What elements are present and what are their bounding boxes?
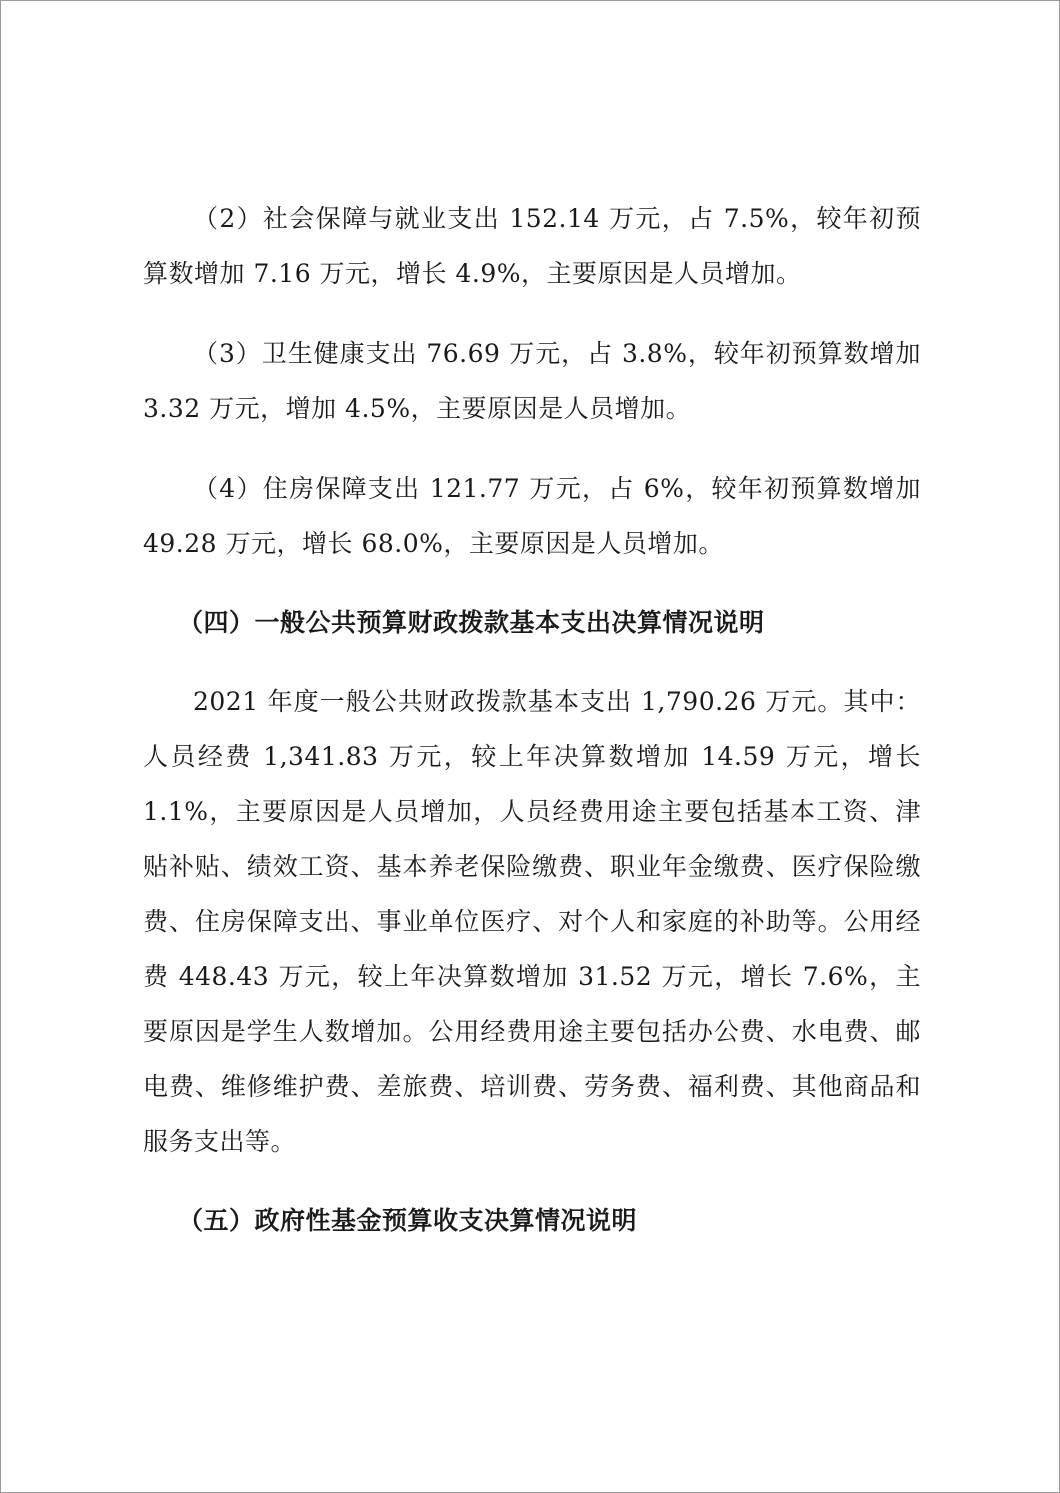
paragraph-housing: （4）住房保障支出 121.77 万元，占 6%，较年初预算数增加 49.28 万元，增长 68.0%，主要原因是人员增加。: [143, 474, 921, 558]
document-body: [143, 191, 921, 1248]
paragraph-basic-expenditure: 2021 年度一般公共财政拨款基本支出 1,790.26 万元。其中：人员经费 1,341.83 万元，较上年决算数增加 14.59 万元，增长 1.1%，主要原因是人员增加，人员经费用途主要包括基本工资、津贴补贴、绩效工资、基本养老保险缴费、职业年金缴费、医疗保险缴费、住房保障支出、事业单位医疗、对个人和家庭的补助等。公用经费 448.43 万元，较上年决算数增加 31.52 万元，增长 7.6%，主要原因是学生人数增加。公用经费用途主要包括办公费、水电费、邮电费、维修维护费、差旅费、培训费、劳务费、福利费、其他商品和服务支出等。: [143, 687, 921, 1156]
paragraph-social-security: （2）社会保障与就业支出 152.14 万元，占 7.5%，较年初预算数增加 7.16 万元，增长 4.9%，主要原因是人员增加。: [143, 204, 921, 288]
section-heading-government-fund: （五）政府性基金预算收支决算情况说明: [178, 1206, 638, 1235]
paragraph-health: （3）卫生健康支出 76.69 万元，占 3.8%，较年初预算数增加 3.32 万元，增加 4.5%，主要原因是人员增加。: [143, 339, 921, 423]
section-heading-basic-expenditure: （四）一般公共预算财政拨款基本支出决算情况说明: [178, 608, 765, 637]
